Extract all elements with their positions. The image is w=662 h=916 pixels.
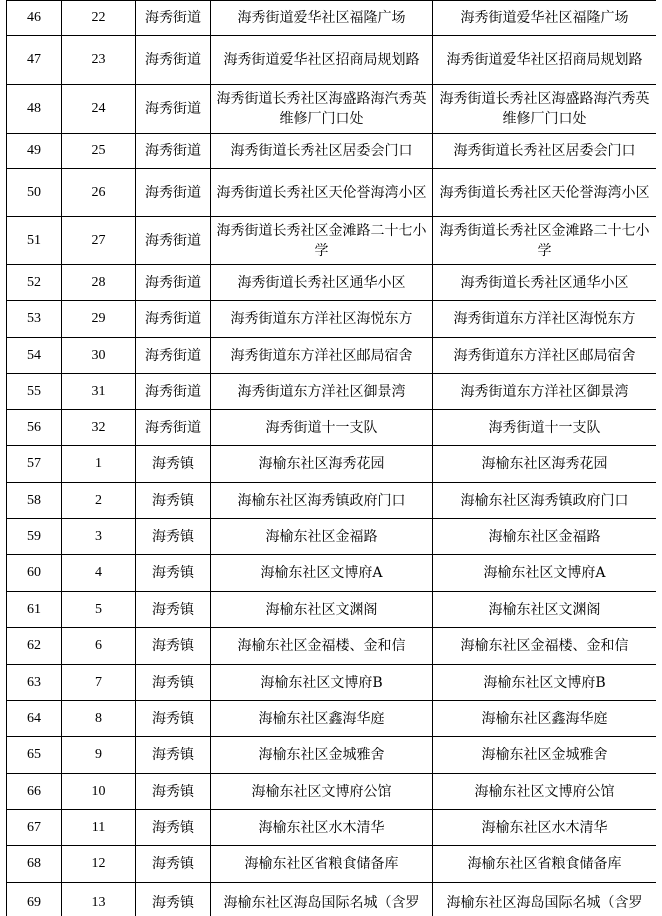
table-row — [7, 85, 657, 134]
table-row — [7, 217, 657, 265]
cell-location: 海秀街道长秀社区居委会门口 — [211, 134, 433, 169]
cell-sub-index: 25 — [62, 134, 136, 169]
table-row — [7, 410, 657, 446]
cell-location: 海榆东社区水木清华 — [211, 810, 433, 846]
cell-sub-index: 30 — [62, 338, 136, 374]
cell-area: 海秀镇 — [136, 555, 211, 592]
cell-location-detail: 海榆东社区海秀镇政府门口 — [433, 483, 657, 519]
cell-location: 海榆东社区文渊阁 — [211, 592, 433, 628]
cell-sub-index: 22 — [62, 1, 136, 36]
table-row — [7, 628, 657, 665]
table-row — [7, 665, 657, 701]
cell-location-detail: 海秀街道爱华社区福隆广场 — [433, 1, 657, 36]
cell-location: 海榆东社区文博府A — [211, 555, 433, 592]
cell-location-detail: 海榆东社区金福路 — [433, 519, 657, 555]
cell-sub-index: 24 — [62, 85, 136, 134]
table-row — [7, 265, 657, 301]
cell-sub-index: 12 — [62, 846, 136, 883]
cell-location-detail: 海秀街道爱华社区招商局规划路 — [433, 36, 657, 85]
table-row — [7, 1, 657, 36]
cell-location-detail: 海榆东社区鑫海华庭 — [433, 701, 657, 737]
cell-area: 海秀街道 — [136, 301, 211, 338]
cell-area: 海秀街道 — [136, 265, 211, 301]
cell-location-detail: 海榆东社区金城雅舍 — [433, 737, 657, 774]
cell-index: 49 — [7, 134, 62, 169]
table-row — [7, 483, 657, 519]
cell-location-detail: 海榆东社区文博府公馆 — [433, 774, 657, 810]
cell-area: 海秀街道 — [136, 134, 211, 169]
cell-location-detail: 海榆东社区水木清华 — [433, 810, 657, 846]
cell-sub-index: 3 — [62, 519, 136, 555]
cell-area: 海秀镇 — [136, 592, 211, 628]
cell-location-detail: 海榆东社区文博府A — [433, 555, 657, 592]
cell-sub-index: 13 — [62, 883, 136, 916]
table-row — [7, 374, 657, 410]
cell-area: 海秀镇 — [136, 810, 211, 846]
cell-index: 68 — [7, 846, 62, 883]
table-row — [7, 737, 657, 774]
cell-location-detail: 海榆东社区海秀花园 — [433, 446, 657, 483]
cell-index: 57 — [7, 446, 62, 483]
cell-area: 海秀街道 — [136, 338, 211, 374]
cell-index: 53 — [7, 301, 62, 338]
cell-location-detail: 海秀街道长秀社区通华小区 — [433, 265, 657, 301]
cell-area: 海秀镇 — [136, 446, 211, 483]
cell-location-detail: 海榆东社区文博府B — [433, 665, 657, 701]
cell-sub-index: 8 — [62, 701, 136, 737]
cell-sub-index: 4 — [62, 555, 136, 592]
cell-location-detail: 海榆东社区省粮食储备库 — [433, 846, 657, 883]
cell-location: 海秀街道东方洋社区邮局宿舍 — [211, 338, 433, 374]
cell-sub-index: 26 — [62, 169, 136, 217]
cell-location: 海秀街道东方洋社区御景湾 — [211, 374, 433, 410]
cell-index: 63 — [7, 665, 62, 701]
cell-index: 46 — [7, 1, 62, 36]
cell-location-detail: 海榆东社区文渊阁 — [433, 592, 657, 628]
cell-sub-index: 11 — [62, 810, 136, 846]
cell-location: 海秀街道爱华社区福隆广场 — [211, 1, 433, 36]
table-row — [7, 134, 657, 169]
location-table — [6, 0, 656, 916]
cell-index: 52 — [7, 265, 62, 301]
cell-location-detail: 海秀街道长秀社区海盛路海汽秀英维修厂门口处 — [433, 85, 657, 134]
cell-sub-index: 29 — [62, 301, 136, 338]
cell-location: 海榆东社区海秀花园 — [211, 446, 433, 483]
cell-area: 海秀街道 — [136, 36, 211, 85]
cell-area: 海秀镇 — [136, 737, 211, 774]
table-body — [7, 1, 657, 916]
cell-index: 56 — [7, 410, 62, 446]
cell-location: 海榆东社区鑫海华庭 — [211, 701, 433, 737]
table-row — [7, 810, 657, 846]
cell-location-detail: 海秀街道东方洋社区御景湾 — [433, 374, 657, 410]
table-row — [7, 169, 657, 217]
cell-area: 海秀镇 — [136, 701, 211, 737]
table-row — [7, 774, 657, 810]
cell-index: 69 — [7, 883, 62, 916]
cell-location: 海榆东社区文博府公馆 — [211, 774, 433, 810]
cell-location-detail: 海秀街道东方洋社区海悦东方 — [433, 301, 657, 338]
cell-index: 66 — [7, 774, 62, 810]
cell-location: 海秀街道长秀社区通华小区 — [211, 265, 433, 301]
cell-area: 海秀街道 — [136, 169, 211, 217]
cell-location: 海秀街道东方洋社区海悦东方 — [211, 301, 433, 338]
cell-sub-index: 7 — [62, 665, 136, 701]
table-row — [7, 701, 657, 737]
table-row — [7, 592, 657, 628]
cell-location: 海榆东社区省粮食储备库 — [211, 846, 433, 883]
cell-location: 海榆东社区金福楼、金和信 — [211, 628, 433, 665]
cell-sub-index: 28 — [62, 265, 136, 301]
cell-location: 海秀街道长秀社区金滩路二十七小学 — [211, 217, 433, 265]
cell-index: 50 — [7, 169, 62, 217]
cell-index: 48 — [7, 85, 62, 134]
cell-index: 51 — [7, 217, 62, 265]
cell-area: 海秀街道 — [136, 1, 211, 36]
cell-area: 海秀街道 — [136, 217, 211, 265]
cell-sub-index: 9 — [62, 737, 136, 774]
cell-location-detail: 海秀街道长秀社区金滩路二十七小学 — [433, 217, 657, 265]
cell-location-detail: 海榆东社区金福楼、金和信 — [433, 628, 657, 665]
cell-location-detail: 海秀街道长秀社区天伦誉海湾小区 — [433, 169, 657, 217]
cell-index: 58 — [7, 483, 62, 519]
table-row — [7, 555, 657, 592]
cell-area: 海秀镇 — [136, 628, 211, 665]
cell-index: 55 — [7, 374, 62, 410]
cell-area: 海秀镇 — [136, 774, 211, 810]
table-row — [7, 519, 657, 555]
cell-sub-index: 10 — [62, 774, 136, 810]
cell-area: 海秀镇 — [136, 483, 211, 519]
cell-index: 60 — [7, 555, 62, 592]
cell-location: 海秀街道长秀社区海盛路海汽秀英维修厂门口处 — [211, 85, 433, 134]
table-row — [7, 846, 657, 883]
cell-location: 海榆东社区金福路 — [211, 519, 433, 555]
cell-location-detail: 海秀街道长秀社区居委会门口 — [433, 134, 657, 169]
cell-location-detail: 海榆东社区海岛国际名城（含罗 — [433, 883, 657, 916]
cell-area: 海秀街道 — [136, 410, 211, 446]
table-row — [7, 301, 657, 338]
cell-area: 海秀镇 — [136, 846, 211, 883]
cell-location-detail: 海秀街道东方洋社区邮局宿舍 — [433, 338, 657, 374]
cell-index: 59 — [7, 519, 62, 555]
cell-area: 海秀街道 — [136, 85, 211, 134]
cell-index: 67 — [7, 810, 62, 846]
cell-area: 海秀镇 — [136, 665, 211, 701]
table-row — [7, 883, 657, 916]
cell-location-detail: 海秀街道十一支队 — [433, 410, 657, 446]
cell-sub-index: 23 — [62, 36, 136, 85]
cell-index: 65 — [7, 737, 62, 774]
cell-index: 61 — [7, 592, 62, 628]
cell-index: 64 — [7, 701, 62, 737]
cell-sub-index: 32 — [62, 410, 136, 446]
document-page — [6, 0, 656, 916]
cell-location: 海秀街道长秀社区天伦誉海湾小区 — [211, 169, 433, 217]
cell-location: 海秀街道十一支队 — [211, 410, 433, 446]
cell-area: 海秀镇 — [136, 519, 211, 555]
cell-location: 海榆东社区海秀镇政府门口 — [211, 483, 433, 519]
cell-index: 54 — [7, 338, 62, 374]
table-row — [7, 446, 657, 483]
table-row — [7, 338, 657, 374]
cell-sub-index: 31 — [62, 374, 136, 410]
cell-location: 海榆东社区海岛国际名城（含罗 — [211, 883, 433, 916]
cell-location: 海秀街道爱华社区招商局规划路 — [211, 36, 433, 85]
cell-location: 海榆东社区金城雅舍 — [211, 737, 433, 774]
cell-location: 海榆东社区文博府B — [211, 665, 433, 701]
cell-sub-index: 2 — [62, 483, 136, 519]
cell-sub-index: 5 — [62, 592, 136, 628]
cell-index: 47 — [7, 36, 62, 85]
cell-area: 海秀镇 — [136, 883, 211, 916]
cell-sub-index: 6 — [62, 628, 136, 665]
table-row — [7, 36, 657, 85]
cell-sub-index: 27 — [62, 217, 136, 265]
cell-sub-index: 1 — [62, 446, 136, 483]
cell-index: 62 — [7, 628, 62, 665]
cell-area: 海秀街道 — [136, 374, 211, 410]
